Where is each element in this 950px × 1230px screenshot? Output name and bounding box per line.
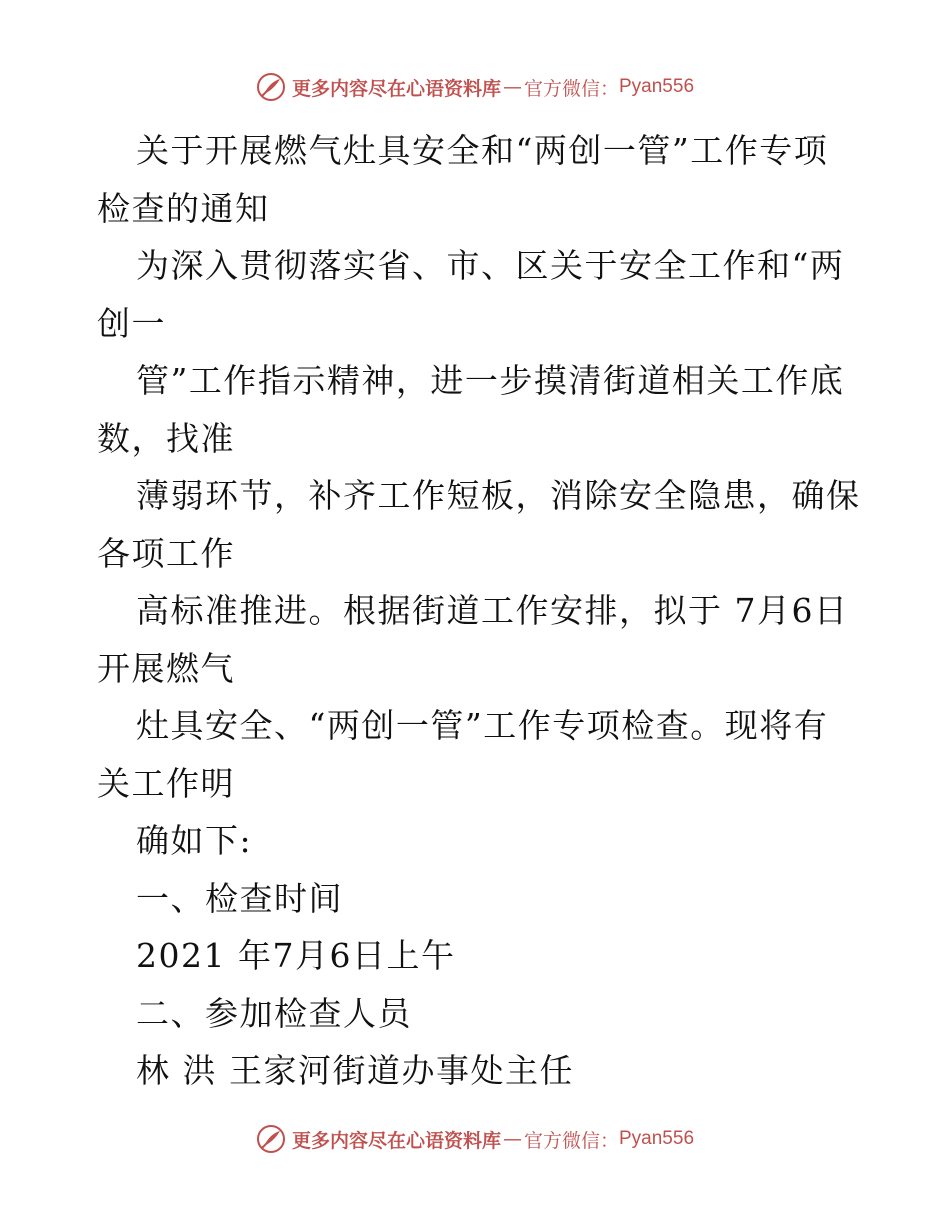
document-line: 各项工作 bbox=[97, 533, 235, 573]
document-line: 灶具安全、“两创一管”工作专项检查。现将有 bbox=[136, 706, 829, 745]
watermark-sub-text: 官方微信： bbox=[523, 77, 619, 100]
document-line: 高标准推进。根据街道工作安排，拟于 7月6日 bbox=[136, 591, 849, 630]
footer-watermark bbox=[0, 1124, 950, 1154]
document-line: 确如下: bbox=[136, 821, 253, 860]
document-line: 2021 年7月6日上午 bbox=[136, 936, 456, 975]
watermark-separator: — bbox=[502, 1128, 522, 1150]
header-watermark bbox=[0, 72, 950, 102]
document-line: 数，找准 bbox=[97, 418, 235, 458]
watermark-id-text: Pyan556 bbox=[619, 76, 695, 97]
feather-logo-icon bbox=[256, 72, 286, 102]
document-line: 开展燃气 bbox=[97, 648, 235, 688]
watermark-id-text: Pyan556 bbox=[619, 1128, 695, 1149]
watermark-main-text: 更多内容尽在心语资料库 bbox=[291, 77, 501, 100]
watermark-separator: — bbox=[502, 76, 522, 98]
document-line: 关工作明 bbox=[97, 763, 235, 803]
document-line: 检查的通知 bbox=[97, 188, 270, 228]
document-line: 为深入贯彻落实省、市、区关于安全工作和“两 bbox=[136, 246, 845, 285]
document-body bbox=[97, 122, 861, 1100]
feather-logo-icon bbox=[256, 1124, 286, 1154]
document-line: 二、参加检查人员 bbox=[136, 993, 412, 1033]
document-line: 管”工作指示精神，进一步摸清街道相关工作底 bbox=[136, 361, 845, 400]
watermark-sub-text: 官方微信： bbox=[523, 1129, 619, 1152]
document-line: 创一 bbox=[97, 303, 166, 343]
document-line: 薄弱环节，补齐工作短板，消除安全隐患，确保 bbox=[136, 476, 861, 515]
document-line: 关于开展燃气灶具安全和“两创一管”工作专项 bbox=[136, 131, 829, 170]
watermark-main-text: 更多内容尽在心语资料库 bbox=[291, 1129, 501, 1152]
document-line: 一、检查时间 bbox=[136, 878, 343, 918]
document-line: 林 洪 王家河街道办事处主任 bbox=[136, 1051, 574, 1090]
